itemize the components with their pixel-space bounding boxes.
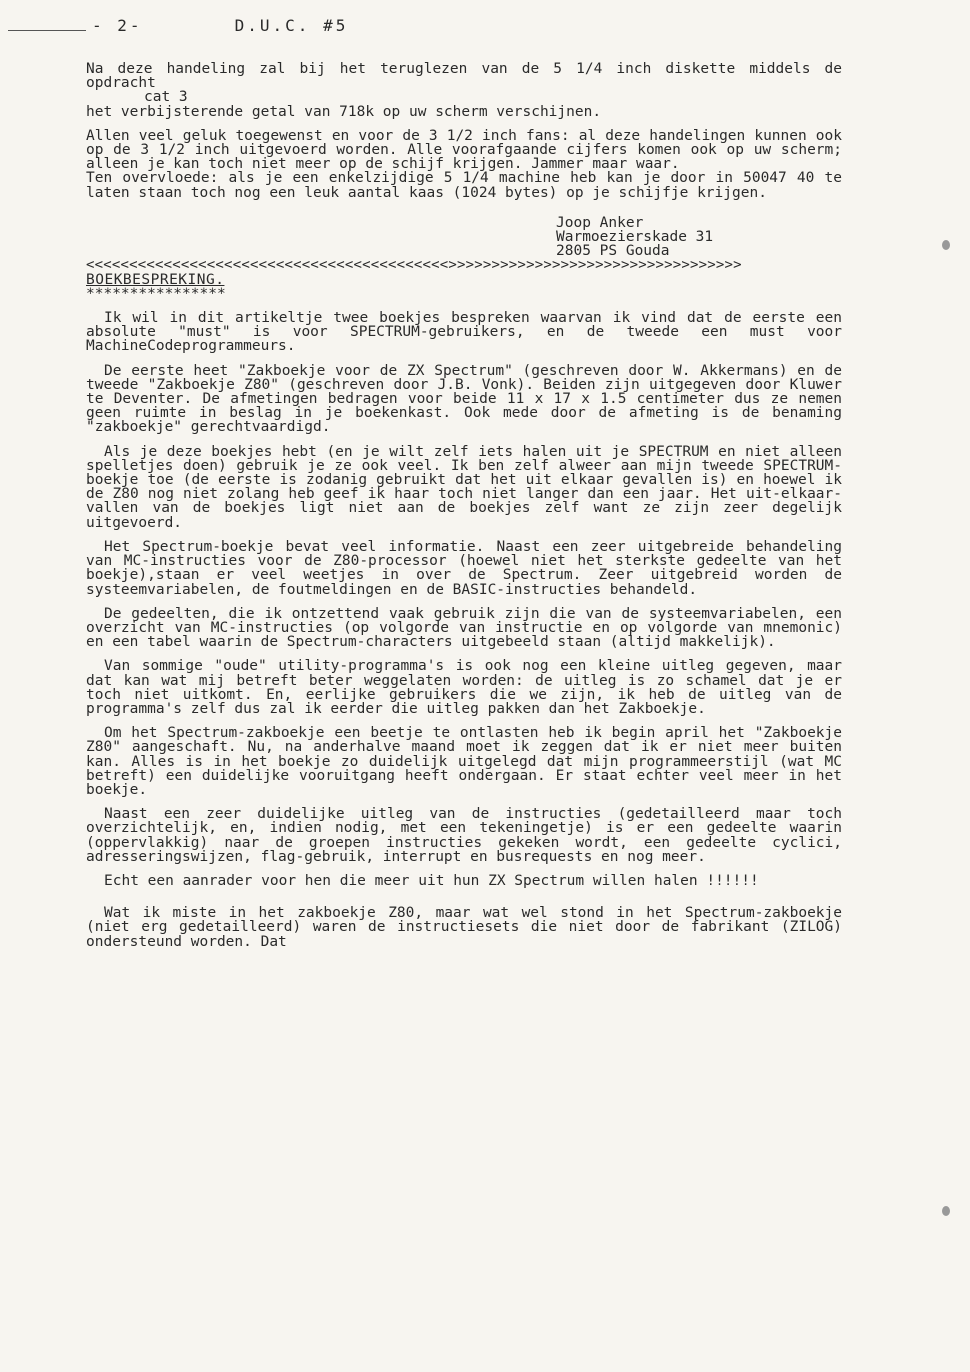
review-paragraph: Als je deze boekjes hebt (en je wilt zelf iets halen uit je SPECTRUM en niet alleen spelletjes doen) gebruik je ze ook veel. Ik ben zelf alweer aan mijn tweede SPECTRUM-boekje toe (de eerste is zodanig gebruikt dat het uit elkaar gevallen is) en hoewel ik de Z80 nog niet zolang heb geef ik haar toch niet langer dan een jaar. Het uit-elkaar-vallen van de boekjes ligt niet aan de boekjes zelf want ze zijn zeer degelijk uitgevoerd. [86,443,842,531]
review-paragraph: Wat ik miste in het zakboekje Z80, maar wat wel stond in het Spectrum-zakboekje (niet erg gedetailleerd) waren de instructiesets die niet door de fabrikant (ZILOG) ondersteund worden. Dat [86,905,842,950]
review-paragraph: Van sommige "oude" utility-programma's is ook nog een kleine uitleg gegeven, maar dat kan wat mij betreft beter weggelaten worden: de uitleg is zo schamel dat je er toch niet uitkomt. En, eerlijke gebruikers die we zijn, ik heb de uitleg van de programma's zelf dus zal ik eerder die uitleg pakken dan het Zakboekje. [86,658,842,717]
review-paragraph: De gedeelten, die ik ontzettend vaak gebruik zijn die van de systeemvariabelen, een overzicht van MC-instructies (op volgorde van instructie en op volgorde van mnemonic) en een tabel waarin de Spectrum-characters uitgebeeld staan (altijd makkelijk). [86,605,842,651]
page-content [86,62,842,949]
review-paragraph: Om het Spectrum-zakboekje een beetje te ontlasten heb ik begin april het "Zakboekje Z80" aangeschaft. Nu, na anderhalve maand moet ik zeggen dat ik er niet meer buiten kan. Alles is in het boekje zo duidelijk uitgelegd dat mijn programmeerstijl (wat MC betreft) een duidelijke vooruitgang heeft ondergaan. Er staat echter veel meer in het boekje. [86,725,842,798]
signature-block [556,216,842,259]
signature-name: Joop Anker [556,214,644,231]
section-separator: <<<<<<<<<<<<<<<<<<<<<<<<<<<<<<<<<<<<<<<<<<>>>>>>>>>>>>>>>>>>>>>>>>>>>>>>>>>> [86,258,742,273]
header-rule [8,30,86,31]
intro-line-1: Na deze handeling zal bij het teruglezen van de 5 1/4 inch diskette middels de opdracht [86,61,842,92]
page-number: - 2- [92,16,143,35]
punch-hole [942,1206,950,1216]
intro-command: cat 3 [144,89,188,106]
intro-paragraph-2: Allen veel geluk toegewenst en voor de 3 1/2 inch fans: al deze handelingen kunnen ook op de 3 1/2 inch uitgevoerd worden. Alle voorafgaande cijfers komen ook op uw scherm; alleen je kan toch niet meer op de schijf krijgen. Jammer maar waar. [86,127,842,173]
punch-hole [942,240,950,250]
intro-line-2: het verbijsterende getal van 718k op uw scherm verschijnen. [86,103,602,120]
review-paragraph: Ik wil in dit artikeltje twee boekjes bespreken waarvan ik vind dat de eerste een absolute "must" is voor SPECTRUM-gebruikers, en de tweede een must voor MachineCodeprogrammeurs. [86,310,842,355]
signature-city: 2805 PS Gouda [556,243,670,260]
signature-street: Warmoezierskade 31 [556,229,714,246]
intro-paragraph-3: Ten overvloede: als je een enkelzijdige 5 1/4 machine heb kan je door in 50047 40 te laten staan toch nog een leuk aantal kaas (1024 bytes) op je schijfje krijgen. [86,170,842,201]
page-header [92,16,348,35]
review-heading: BOEKBESPREKING. [86,271,225,288]
review-heading-stars: **************** [86,285,226,302]
review-paragraph: De eerste heet "Zakboekje voor de ZX Spectrum" (geschreven door W. Akkermans) en de tweede "Zakboekje Z80" (geschreven door J.B. Vonk). Beiden zijn uitgegeven door Kluwer te Deventer. De afmetingen bedragen voor beide 11 x 17 x 1.5 centimeter dus ze nemen geen ruimte in beslag in je boekenkast. Ook mede door de afmeting is de benaming "zakboekje" gerechtvaardigd. [86,362,842,436]
review-paragraph: Echt een aanrader voor hen die meer uit hun ZX Spectrum willen halen !!!!!! [104,872,759,889]
review-paragraph: Naast een zeer duidelijke uitleg van de instructies (gedetailleerd maar toch overzichtelijk, en, indien nodig, met een tekeningetje) is er een gedeelte waarin (oppervlakkig) naar de groepen instructies gekeken wordt, een gedeelte cyclici, adresseringswijzen, flag-gebruik, interrupt en busrequests en nog meer. [86,806,842,865]
review-body [86,311,842,949]
issue-title: D.U.C. #5 [234,16,349,35]
review-paragraph: Het Spectrum-boekje bevat veel informatie. Naast een zeer uitgebreide behandeling van MC-instructies voor de Z80-processor (hoewel niet het sterkste gedeelte van het boekje),staan er veel weetjes in over de Spectrum. Zeer uitgebreid worden de systeemvariabelen, de foutmeldingen en de BASIC-instructies behandeld. [86,538,842,598]
